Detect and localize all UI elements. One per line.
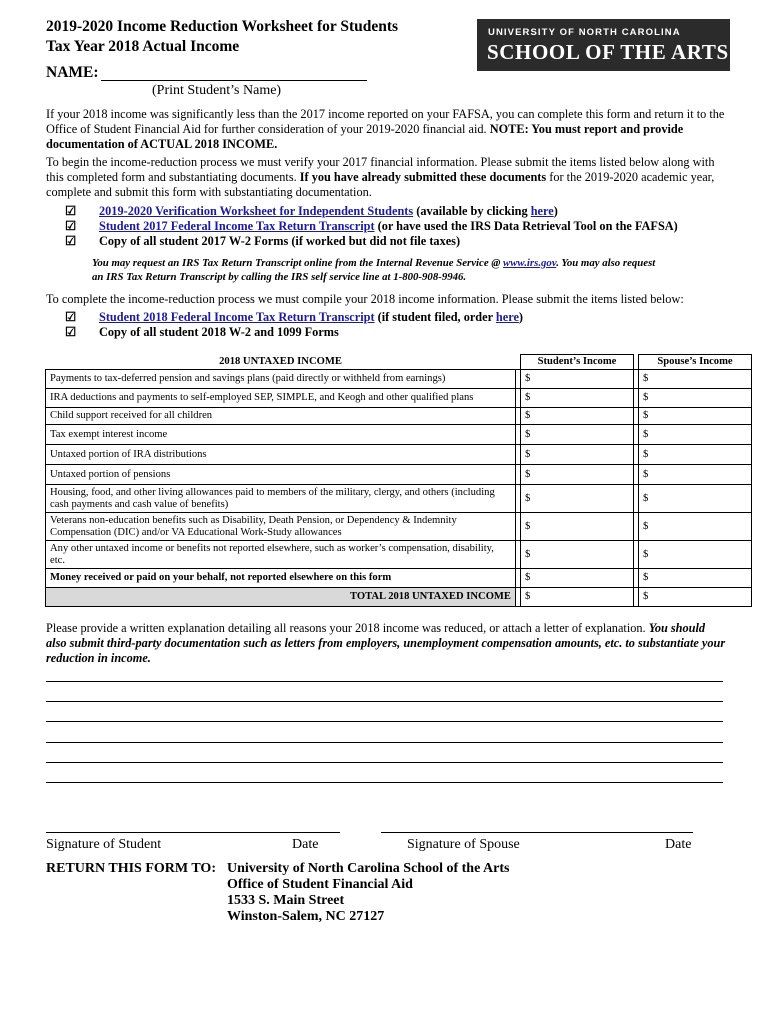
spouse-amount-field[interactable]: $ (639, 485, 752, 513)
student-amount-field[interactable]: $ (521, 408, 634, 425)
spouse-amount-field[interactable]: $ (639, 541, 752, 569)
logo-university: UNIVERSITY OF NORTH CAROLINA (488, 27, 681, 38)
table-row (46, 370, 752, 389)
table-row (46, 445, 752, 465)
intro-p2-bold: If you have already submitted these documents (299, 170, 547, 184)
student-amount-field[interactable]: $ (521, 485, 634, 513)
checkbox-checked-icon: ☑ (65, 310, 77, 324)
form-title (46, 17, 398, 57)
uncsa-logo (477, 19, 730, 71)
explanation-text: Please provide a written explanation detailing all reasons your 2018 income was reduced, or attach a letter of explanation. (46, 621, 646, 635)
title-line-2: Tax Year 2018 Actual Income (46, 38, 240, 55)
explanation-paragraph (46, 621, 726, 666)
name-input-line[interactable] (101, 80, 367, 81)
table-header-untaxed: 2018 UNTAXED INCOME (46, 355, 516, 370)
row-label: Money received or paid on your behalf, not reported elsewhere on this form (46, 569, 516, 588)
checkbox-checked-icon: ☑ (65, 219, 77, 233)
check-item-text: Copy of all student 2017 W-2 Forms (if worked but did not file taxes) (99, 234, 461, 248)
total-label: TOTAL 2018 UNTAXED INCOME (46, 588, 516, 607)
explanation-line-6[interactable] (46, 782, 723, 783)
table-row (46, 465, 752, 485)
explanation-line-3[interactable] (46, 721, 723, 722)
student-amount-field[interactable]: $ (521, 541, 634, 569)
student-amount-field[interactable]: $ (521, 569, 634, 588)
spouse-amount-field[interactable]: $ (639, 569, 752, 588)
address-line: University of North Carolina School of the Arts (227, 861, 510, 876)
row-label: Housing, food, and other living allowances paid to members of the military, clergy, and others (including cash payments and cash value of benefits) (46, 485, 516, 513)
student-amount-field[interactable]: $ (521, 465, 634, 485)
intro-p2-tail: for the 2019-2020 academic year, complete and submit this form with substantiating documentation. (46, 170, 715, 199)
check-item-2017-w2 (65, 234, 460, 249)
row-label: Child support received for all children (46, 408, 516, 425)
address-line: Winston-Salem, NC 27127 (227, 909, 385, 924)
verification-here-link[interactable]: here (530, 204, 554, 218)
signature-spouse-label: Signature of Spouse (407, 837, 520, 852)
return-address (227, 861, 509, 925)
intro-paragraph-1 (46, 107, 726, 152)
checkbox-checked-icon: ☑ (65, 234, 77, 248)
check-item-tail: ) (518, 310, 524, 324)
table-row (46, 541, 752, 569)
address-line: Office of Student Financial Aid (227, 877, 413, 892)
table-row (46, 569, 752, 588)
checkbox-checked-icon: ☑ (65, 204, 77, 218)
irs-note-line-2: an IRS Tax Return Transcript by calling the IRS self service line at 1-800-908-9946. (92, 271, 467, 283)
spouse-amount-field[interactable]: $ (639, 425, 752, 445)
check-item-2018-w2-1099 (65, 325, 339, 340)
date-student-label: Date (292, 837, 319, 852)
irs-note-text-b: . You may also request (556, 257, 656, 269)
check-item-2017-transcript (65, 219, 678, 234)
intro-paragraph-2 (46, 155, 726, 200)
row-label: Any other untaxed income or benefits not reported elsewhere, such as worker’s compensation, disability, etc. (46, 541, 516, 569)
explanation-line-1[interactable] (46, 681, 723, 682)
table-header-spouse: Spouse’s Income (639, 355, 752, 370)
spouse-amount-field[interactable]: $ (639, 370, 752, 389)
explanation-line-2[interactable] (46, 701, 723, 702)
spouse-amount-field[interactable]: $ (639, 465, 752, 485)
date-spouse-label: Date (665, 837, 692, 852)
row-label: Payments to tax-deferred pension and savings plans (paid directly or withheld from earnings) (46, 370, 516, 389)
student-amount-field[interactable]: $ (521, 389, 634, 408)
intro-p1-text: If your 2018 income was significantly less than the 2017 income reported on your FAFSA, you can complete this form and return it to the Office of Student Financial Aid for further consideration of your 2019-2020 financial aid. (46, 107, 725, 136)
compile-paragraph: To complete the income-reduction process we must compile your 2018 income information. Please submit the items listed below: (46, 292, 684, 306)
table-header-student: Student’s Income (521, 355, 634, 370)
spouse-amount-field[interactable]: $ (639, 389, 752, 408)
table-row (46, 485, 752, 513)
spouse-amount-field[interactable]: $ (639, 513, 752, 541)
transcript-2018-link[interactable]: Student 2018 Federal Income Tax Return Transcript (99, 310, 375, 324)
address-line: 1533 S. Main Street (227, 893, 345, 908)
transcript-2017-link[interactable]: Student 2017 Federal Income Tax Return Transcript (99, 219, 375, 233)
explanation-line-5[interactable] (46, 762, 723, 763)
spouse-amount-field[interactable]: $ (639, 445, 752, 465)
spouse-total-field[interactable]: $ (639, 588, 752, 607)
title-line-1: 2019-2020 Income Reduction Worksheet for Students (46, 18, 399, 35)
table-row (46, 425, 752, 445)
student-signature-line[interactable] (46, 832, 340, 833)
explanation-line-4[interactable] (46, 742, 723, 743)
row-label: Tax exempt interest income (46, 425, 516, 445)
intro-p1-note: NOTE: You must report and provide documentation of ACTUAL 2018 INCOME. (46, 122, 684, 151)
name-label: NAME: (46, 64, 99, 81)
verification-worksheet-link[interactable]: 2019-2020 Verification Worksheet for Independent Students (99, 204, 414, 218)
irs-note (92, 256, 712, 284)
order-here-link[interactable]: here (495, 310, 519, 324)
student-amount-field[interactable]: $ (521, 370, 634, 389)
untaxed-income-table (45, 354, 752, 607)
row-label: IRA deductions and payments to self-employed SEP, SIMPLE, and Keogh and other qualified plans (46, 389, 516, 408)
checkbox-checked-icon: ☑ (65, 325, 77, 339)
table-row (46, 513, 752, 541)
logo-school: SCHOOL OF THE ARTS (487, 40, 729, 64)
spouse-amount-field[interactable]: $ (639, 408, 752, 425)
check-item-verification-worksheet (65, 204, 558, 219)
check-item-text: (or have used the IRS Data Retrieval Tool on the FAFSA) (374, 219, 678, 233)
table-row (46, 408, 752, 425)
student-amount-field[interactable]: $ (521, 513, 634, 541)
student-amount-field[interactable]: $ (521, 445, 634, 465)
table-row (46, 389, 752, 408)
irs-note-text: You may request an IRS Tax Return Transcript online from the Internal Revenue Service @ (92, 257, 504, 269)
check-item-tail: ) (553, 204, 558, 218)
check-item-2018-transcript (65, 310, 523, 325)
check-item-text: (if student filed, order (374, 310, 496, 324)
row-label: Untaxed portion of IRA distributions (46, 445, 516, 465)
table-total-row (46, 588, 752, 607)
row-label: Untaxed portion of pensions (46, 465, 516, 485)
print-name-caption: (Print Student’s Name) (152, 83, 282, 98)
irs-gov-link[interactable]: www.irs.gov (503, 257, 557, 269)
student-total-field[interactable]: $ (521, 588, 634, 607)
signature-student-label: Signature of Student (46, 837, 162, 852)
check-item-text: Copy of all student 2018 W-2 and 1099 Forms (99, 325, 339, 339)
student-amount-field[interactable]: $ (521, 425, 634, 445)
intro-p2-text: To begin the income-reduction process we must verify your 2017 financial information. Please submit the items listed below along with this completed form and substantiating documents. (46, 155, 715, 184)
return-label: RETURN THIS FORM TO: (46, 861, 216, 876)
spouse-signature-line[interactable] (381, 832, 693, 833)
row-label: Veterans non-education benefits such as Disability, Death Pension, or Dependency & Indemnity Compensation (DIC) and/or VA Educational Work-Study allowances (46, 513, 516, 541)
explanation-emphasis: You should also submit third-party documentation such as letters from employers, unemployment compensation amounts, etc. to substantiate your reduction in income. (46, 621, 726, 665)
check-item-text: (available by clicking (413, 204, 531, 218)
